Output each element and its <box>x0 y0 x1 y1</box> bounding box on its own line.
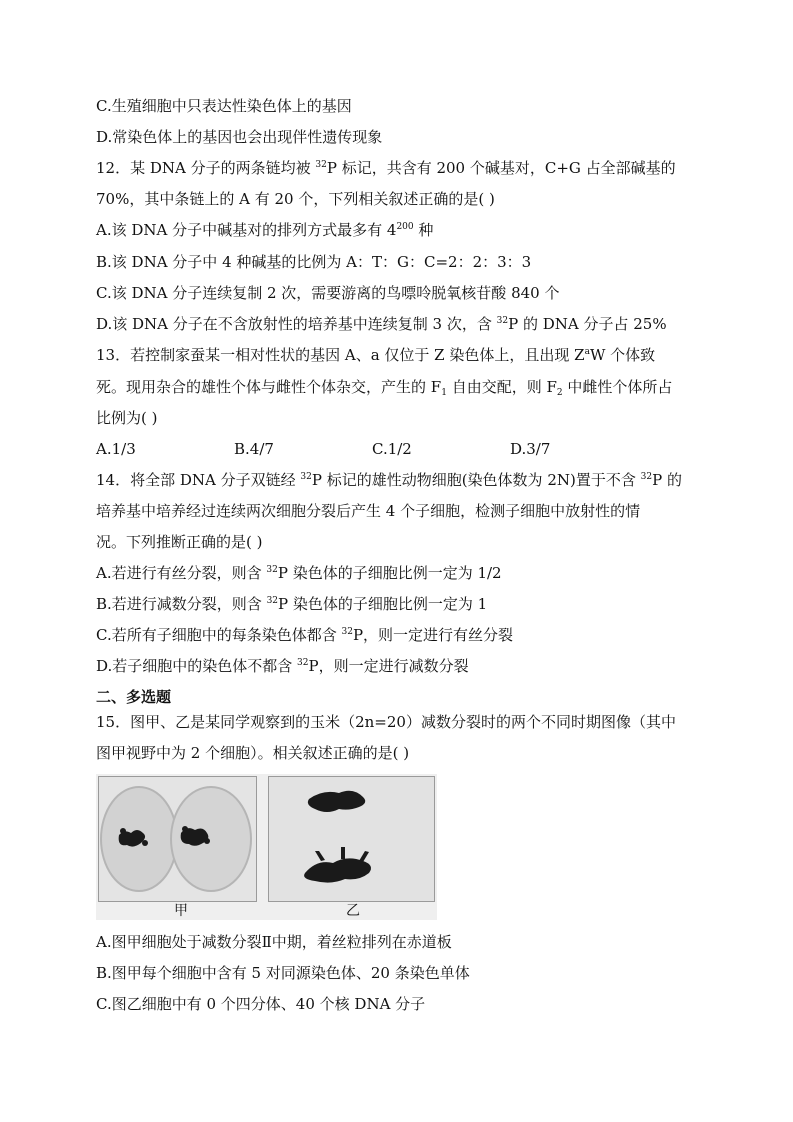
q13-option-a: A.1/3 <box>96 440 136 458</box>
q12-option-a: A.该 DNA 分子中碱基对的排列方式最多有 $4^{200}$ 种 <box>96 221 434 239</box>
q14-stem-line3: 况。下列推断正确的是( ) <box>96 533 263 551</box>
q12-option-b: B.该 DNA 分子中 4 种碱基的比例为 A：T：G：C=2：2：3：3 <box>96 253 532 271</box>
q13-option-b: B.4/7 <box>234 440 274 458</box>
q14-stem-line2: 培养基中培养经过连续两次细胞分裂后产生 4 个子细胞，检测子细胞中放射性的情 <box>96 502 641 520</box>
micrograph-figure <box>96 774 437 920</box>
q14-option-a: A.若进行有丝分裂，则含 $^{32}$P 染色体的子细胞比例一定为 1/2 <box>96 564 502 582</box>
q13-option-c: C.1/2 <box>372 440 412 458</box>
q11-option-c: C.生殖细胞中只表达性染色体上的基因 <box>96 97 352 115</box>
q12-option-d: D.该 DNA 分子在不含放射性的培养基中连续复制 3 次，含 $^{32}$P 的 DNA 分子占 25% <box>96 315 667 333</box>
caption-yi: 乙 <box>346 903 360 919</box>
q14-option-c: C.若所有子细胞中的每条染色体都含 $^{32}$P，则一定进行有丝分裂 <box>96 626 514 644</box>
micrograph-yi-image <box>269 777 434 901</box>
q13-option-d: D.3/7 <box>510 440 551 458</box>
q11-option-d: D.常染色体上的基因也会出现伴性遗传现象 <box>96 128 383 146</box>
q15-option-a: A.图甲细胞处于减数分裂Ⅱ中期，着丝粒排列在赤道板 <box>96 933 452 951</box>
q15-stem-line2: 图甲视野中为 2 个细胞）。相关叙述正确的是( ) <box>96 744 410 762</box>
q15-option-b: B.图甲每个细胞中含有 5 对同源染色体、20 条染色单体 <box>96 964 470 982</box>
caption-jia: 甲 <box>174 903 188 919</box>
q14-stem-line1: 14．将全部 DNA 分子双链经 $^{32}$P 标记的雄性动物细胞(染色体数为 2N)置于不含 $^{32}$P 的 <box>96 471 682 489</box>
micrograph-yi <box>268 776 435 902</box>
micrograph-jia <box>98 776 257 902</box>
q13-stem-line3: 比例为( ) <box>96 409 158 427</box>
section-heading-multiple-choice: 二、多选题 <box>96 688 172 706</box>
q12-option-c: C.该 DNA 分子连续复制 2 次，需要游离的鸟嘌呤脱氧核苷酸 840 个 <box>96 284 560 302</box>
micrograph-jia-image <box>99 777 256 901</box>
q13-stem-line2: 死。现用杂合的雄性个体与雌性个体杂交，产生的 $F_1$ 自由交配，则 $F_2$ 中雌性个体所占 <box>96 378 673 398</box>
q12-stem-line2: 70%，其中条链上的 A 有 20 个，下列相关叙述正确的是( ) <box>96 190 495 208</box>
q15-stem-line1: 15．图甲、乙是某同学观察到的玉米（2n=20）减数分裂时的两个不同时期图像（其中 <box>96 713 676 731</box>
q15-option-c: C.图乙细胞中有 0 个四分体、40 个核 DNA 分子 <box>96 995 426 1013</box>
q14-option-d: D.若子细胞中的染色体不都含 $^{32}$P，则一定进行减数分裂 <box>96 657 469 675</box>
q14-option-b: B.若进行减数分裂，则含 $^{32}$P 染色体的子细胞比例一定为 1 <box>96 595 488 613</box>
q12-stem-line1: 12．某 DNA 分子的两条链均被 $^{32}$P 标记，共含有 200 个碱基对，C+G 占全部碱基的 <box>96 159 676 177</box>
q13-stem-line1: 13．若控制家蚕某一相对性状的基因 A、a 仅位于 Z 染色体上，且出现 $Z^aW$ 个体致 <box>96 346 656 364</box>
